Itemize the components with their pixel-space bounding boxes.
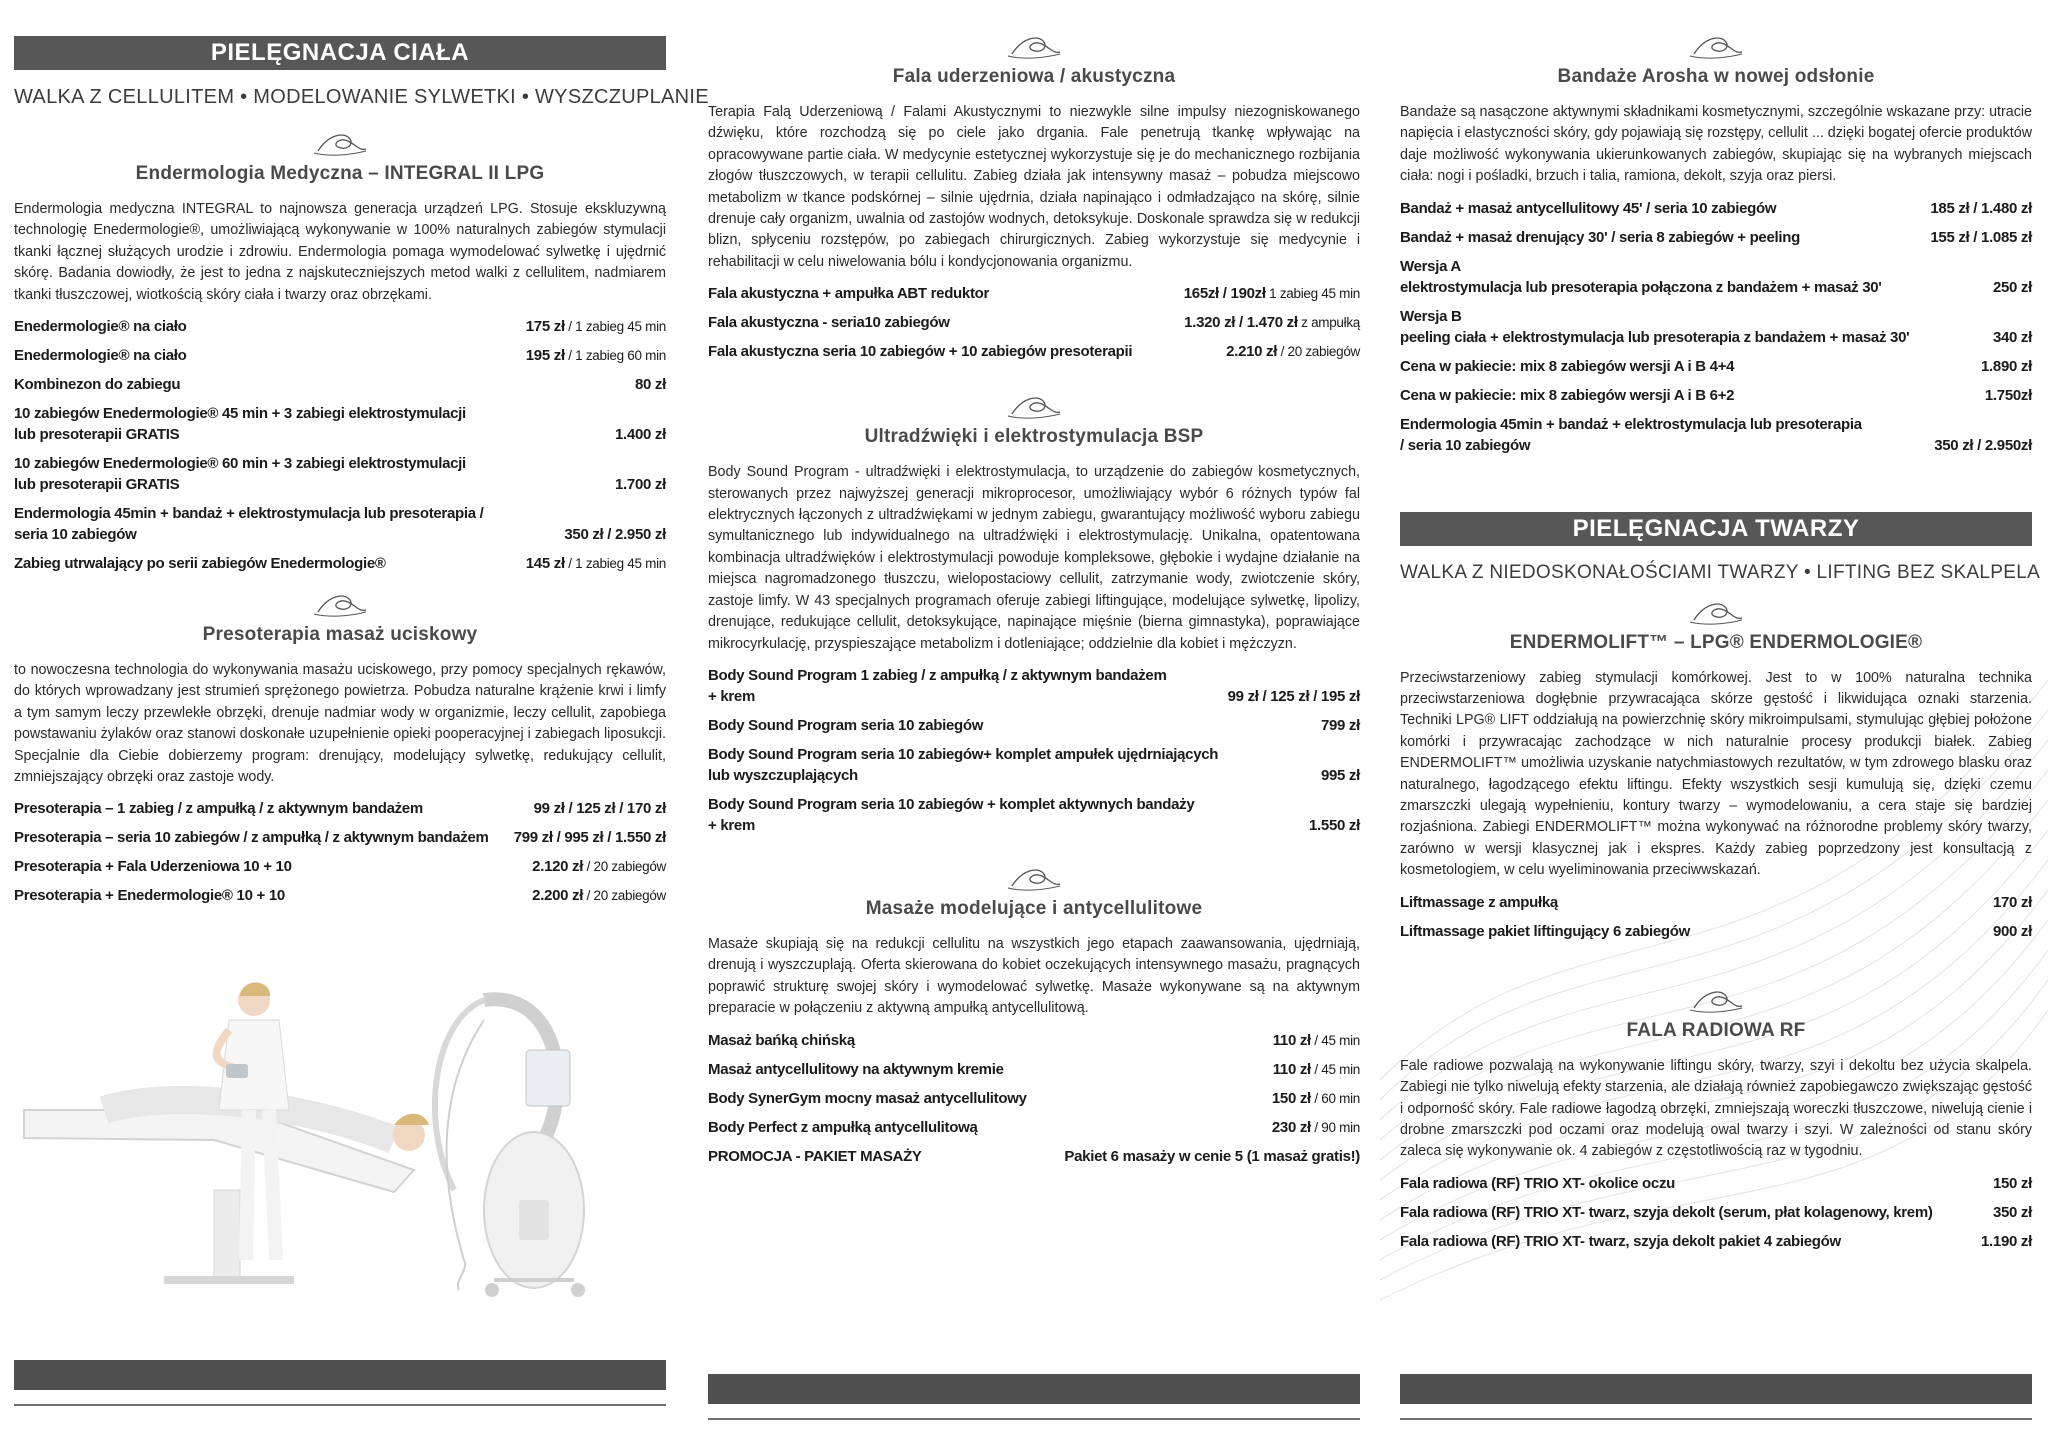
price-amount: 1.190 zł: [1981, 1232, 2032, 1250]
price-item-name: Cena w pakiecie: mix 8 zabiegów wersji A i B 6+2: [1400, 386, 1735, 404]
price-item-name: Cena w pakiecie: mix 8 zabiegów wersji A i B 4+4: [1400, 357, 1735, 375]
price-item-name: Bandaż + masaż drenujący 30' / seria 8 zabiegów + peeling: [1400, 228, 1800, 246]
price-value: [532, 856, 666, 877]
text-ultradzwieki: Body Sound Program - ultradźwięki i elektrostymulacja, to urządzenie do zabiegów kosmetycznych, sterowanych przez najwyższej generacji mikroprocesor, umożliwiający wybór 6 różnych typów fal elektrycznych łączonych z ultradźwiękami w jednym zabiegu, gwarantujący możliwość wyboru zabiegu symultanicznego lub indywidualnego na ultradźwięki i elektrostymulację. Unikalna, opatentowana kombinacja ultradźwięków i elektrostymulacji powoduje kompleksowe, głębokie i wydajne działanie na miejsca nagromadzonego tłuszczu, wielopostaciowy cellulit, zatrzymanie wody, zwiotczenie skóry, zastoje limfy. W 43 specjalnych programach oferuje zabiegi liftingujące, modelujące sylwetkę, lipolizy, drenujące, redukujące cellulit, detoksykujące, napinające mięśnie (bierna gimnastyka), poprawiające mikrocyrkulację, przyspieszające metabolizm i dotleniające; oddzielnie dla kobiet i mężczyzn.: [708, 464, 1360, 652]
price-row: [14, 316, 666, 337]
ornament-swirl-icon: [1686, 986, 1746, 1016]
price-item-name: Body Sound Program seria 10 zabiegów: [708, 716, 984, 734]
price-item-name: Fala akustyczna - seria10 zabiegów: [708, 314, 950, 332]
ornament-swirl-icon: [1004, 864, 1064, 894]
price-row: [1400, 356, 2032, 377]
price-value: [1993, 921, 2032, 942]
price-item-name: Wersja B peeling ciała + elektrostymulacja lub presoterapia z bandażem + masaż 30': [1400, 307, 1910, 346]
text-masaze: Masaże skupiają się na redukcji cellulitu na wszystkich jego etapach zaawansowania, ujędrniają, drenują i wyszczuplają. Oferta skierowana do kobiet oczekujących intensywnego masażu, pragnących poprawić strukturę swojej skóry i wymodelować sylwetkę. Masaże wykonywane są na aktywnym preparacie w połączeniu z aktywną ampułką antycellulitową.: [708, 935, 1360, 1017]
price-item-name: Body Sound Program 1 zabieg / z ampułką / z aktywnym bandażem + krem: [708, 666, 1167, 705]
price-value: [1226, 341, 1360, 362]
price-row: [14, 553, 666, 574]
title-masaze: Masaże modelujące i antycellulitowe: [865, 897, 1203, 919]
price-amount: 185 zł / 1.480 zł: [1930, 199, 2032, 217]
ornament-swirl-icon: [1686, 598, 1746, 628]
section-header-face-care: PIELĘGNACJA TWARZY: [1400, 512, 2032, 546]
price-amount: 350 zł / 2.950 zł: [564, 526, 666, 544]
price-amount: 2.120 zł: [532, 858, 584, 876]
price-row: [14, 798, 666, 819]
price-note: 1 zabieg 45 min: [1265, 286, 1360, 302]
footer-bar: [14, 1360, 666, 1390]
column-body-care: [14, 0, 709, 1448]
price-amount: 80 zł: [634, 376, 666, 394]
price-amount: 195 zł: [525, 347, 565, 365]
treatment-illustration: [14, 960, 666, 1320]
price-list-ultradzwieki: [708, 665, 1360, 836]
price-row: [14, 827, 666, 848]
price-value: [1993, 1202, 2032, 1223]
text-fala-uderzeniowa: Terapia Falą Uderzeniową / Falami Akustycznymi to niezwykle silne impulsy niezogniskowanego dźwięku, które rozchodzą się po ciele jako drgania. Fale penetrują tkankę wpływając na opracowywane partie ciała. W medycynie estetycznej wykorzystuje się je do mechanicznego rozbijania złogów tłuszczowych, w terapii cellulitu. Zabieg działa jak intensywny masaż – pobudza miejscowo metabolizm w tkance podskórnej – silnie ujędrnia, działa napinająco i odmładzająco na skórę, silnie drenuje cały organizm, uwalnia od zastojów wodnych, detoksykuje. Doskonale sprawdza się w redukcji blizn, spłyceniu rozstępów, po zabiegach chirurgicznych. Zabieg wykorzystuje się medycynie i rehabilitacji w celu niwelowania bólu i kondycjonowania organizmu.: [708, 104, 1360, 270]
price-value: [1184, 283, 1360, 304]
price-amount: Pakiet 6 masaży w cenie 5 (1 masaż gratis!): [1064, 1147, 1360, 1165]
price-value: [1321, 715, 1360, 736]
section-header-body-care: PIELĘGNACJA CIAŁA: [14, 36, 666, 70]
price-row: [14, 374, 666, 395]
price-row: [14, 503, 666, 545]
price-row: [1400, 1202, 2032, 1223]
text-endermologia: Endermologia medyczna INTEGRAL to najnowsza generacja urządzeń LPG. Stosuje ekskluzywną technologię Enedermologie®, umożliwiającą wykonywanie w 100% naturalnych zabiegów stymulacji tkanki łącznej służących urodzie i zdrowiu. Endermologia pomaga wymodelować sylwetkę i ujędrnić skórę. Badania dowiodły, że jest to jedna z najskuteczniejszych metod walki z cellulitem, nadmiarem tkanki tłuszczowej, wiotkością skóry ciała i twarzy oraz obrzękami.: [14, 201, 666, 303]
price-value: [1309, 815, 1360, 836]
price-item-name: Body Sound Program seria 10 zabiegów+ komplet ampułek ujędrniających lub wyszczuplających: [708, 745, 1219, 784]
text-presoterapia: to nowoczesna technologia do wykonywania masażu uciskowego, przy pomocy specjalnych rękawów, do których wprowadzany jest strumień sprężonego powietrza. Pobudza naturalne krążenie krwi i limfy a tym samym leczy przewlekłe obrzęki, drenuje nadmiar wody w organizmie, leczy cellulit, zapobiega powstawaniu żylaków oraz stanowi doskonałe uzupełnienie opieki pooperacyjnej i zabiegach liposukcji. Specjalnie dla Ciebie dobierzemy program: drenujący, modelujący sylwetkę, redukujący cellulit, zmniejszający obrzęki oraz zastoje wody.: [14, 662, 666, 786]
price-row: [708, 715, 1360, 736]
price-item-name: Body SynerGym mocny masaż antycellulitowy: [708, 1089, 1027, 1107]
price-row: [708, 1146, 1360, 1167]
price-amount: 350 zł: [1992, 1203, 2032, 1221]
price-item-name: Bandaż + masaż antycellulitowy 45' / seria 10 zabiegów: [1400, 199, 1777, 217]
price-item-name: Liftmassage pakiet liftingujący 6 zabiegów: [1400, 922, 1690, 940]
price-value: [1321, 765, 1360, 786]
price-amount: 799 zł: [1320, 716, 1360, 734]
price-value: [1993, 327, 2032, 348]
price-amount: 110 zł: [1272, 1031, 1311, 1049]
price-list-presoterapia: [14, 798, 666, 906]
ornament-swirl-icon: [1004, 392, 1064, 422]
price-note: / 20 zabiegów: [583, 888, 666, 904]
price-item-name: Fala akustyczna seria 10 zabiegów + 10 zabiegów presoterapii: [708, 343, 1133, 361]
price-list-endermologia: [14, 316, 666, 574]
price-row: [1400, 256, 2032, 298]
price-row: [1400, 921, 2032, 942]
price-row: [708, 283, 1360, 304]
price-amount: 165zł / 190zł: [1183, 285, 1266, 303]
price-amount: 2.200 zł: [532, 887, 584, 905]
price-row: [708, 1059, 1360, 1080]
text-bandaze: Bandaże są nasączone aktywnymi składnikami kosmetycznymi, szczególnie wskazane przy: utracie napięcia i elastyczności skóry, gdy pojawiają się rozstępy, cellulit ... dzięki bogatej ofercie produktów daje możliwość wykonywania ukierunkowanych zabiegów, skupiając się na wybranych miejscach ciała: nogi i pośladki, brzuch i talia, ramiona, dekolt, szyja oraz piersi.: [1400, 104, 2033, 185]
price-row: [14, 885, 666, 906]
price-amount: 995 zł: [1320, 766, 1360, 784]
price-note: / 45 min: [1310, 1032, 1360, 1048]
price-row: [708, 744, 1360, 786]
price-amount: 2.210 zł: [1226, 343, 1278, 361]
price-row: [14, 856, 666, 877]
price-amount: 1.890 zł: [1981, 357, 2032, 375]
price-amount: 1.750zł: [1984, 386, 2032, 404]
ornament-swirl-icon: [310, 129, 370, 159]
price-item-name: Wersja A elektrostymulacja lub presoterapia połączona z bandażem + masaż 30': [1400, 257, 1882, 296]
price-amount: 175 zł: [525, 318, 565, 336]
price-item-name: Endermologia 45min + bandaż + elektrostymulacja lub presoterapia / seria 10 zabiegów: [1400, 415, 1862, 454]
price-item-name: Presoterapia – seria 10 zabiegów / z ampułką / z aktywnym bandażem: [14, 829, 489, 847]
price-value: [1993, 277, 2032, 298]
price-value: [1930, 227, 2032, 248]
title-endermolift: ENDERMOLIFT™ – LPG® ENDERMOLOGIE®: [1509, 631, 1923, 653]
footer-bar: [1400, 1374, 2032, 1404]
price-item-name: Body Perfect z ampułką antycellulitową: [708, 1118, 978, 1136]
price-row: [14, 345, 666, 366]
price-value: [615, 474, 666, 495]
price-item-name: Presoterapia + Fala Uderzeniowa 10 + 10: [14, 858, 292, 876]
price-value: [1934, 435, 2032, 456]
price-value: [1228, 686, 1360, 707]
price-value: [526, 553, 666, 574]
price-note: / 1 zabieg 45 min: [564, 556, 666, 572]
price-value: [1981, 1231, 2032, 1252]
ornament-swirl-icon: [1686, 32, 1746, 62]
price-item-name: Masaż bańką chińską: [708, 1031, 855, 1049]
price-amount: 900 zł: [1992, 922, 2032, 940]
price-list-masaze: [708, 1030, 1360, 1167]
price-amount: 145 zł: [525, 555, 565, 573]
price-row: [14, 403, 666, 445]
footer-bar: [708, 1374, 1360, 1404]
price-amount: 1.320 zł / 1.470 zł: [1184, 314, 1298, 332]
column-face-care: [1400, 0, 2041, 1448]
price-item-name: Fala radiowa (RF) TRIO XT- twarz, szyja dekolt (serum, płat kolagenowy, krem): [1400, 1203, 1933, 1221]
price-value: [1993, 892, 2032, 913]
title-endermologia: Endermologia Medyczna – INTEGRAL II LPG: [135, 163, 545, 184]
price-list-bandaze: [1400, 198, 2032, 456]
price-item-name: Presoterapia + Enedermologie® 10 + 10: [14, 887, 285, 905]
title-fala-radiowa: FALA RADIOWA RF: [1626, 1019, 1806, 1041]
price-amount: 1.700 zł: [615, 476, 666, 494]
ornament-swirl-icon: [310, 590, 370, 620]
price-value: [534, 798, 666, 819]
price-item-name: PROMOCJA - PAKIET MASAŻY: [708, 1147, 922, 1165]
price-amount: 250 zł: [1992, 278, 2032, 296]
price-value: [1273, 1030, 1360, 1051]
ornament-swirl-icon: [1004, 32, 1064, 62]
price-row: [1400, 1173, 2032, 1194]
price-item-name: Fala radiowa (RF) TRIO XT- okolice oczu: [1400, 1174, 1676, 1192]
price-row: [708, 665, 1360, 707]
price-value: [1993, 1173, 2032, 1194]
title-ultradzwieki: Ultradźwięki i elektrostymulacja BSP: [864, 426, 1204, 448]
price-note: / 1 zabieg 45 min: [564, 319, 666, 335]
price-value: [526, 316, 666, 337]
price-item-name: Zabieg utrwalający po serii zabiegów Enedermologie®: [14, 555, 386, 573]
price-item-name: Presoterapia – 1 zabieg / z ampułką / z aktywnym bandażem: [14, 800, 423, 818]
price-note: / 20 zabiegów: [583, 859, 666, 875]
title-bandaze: Bandaże Arosha w nowej odsłonie: [1557, 66, 1875, 87]
price-value: [526, 345, 666, 366]
price-value: [1272, 1117, 1360, 1138]
column-body-treatments: [708, 0, 1360, 1448]
price-amount: 155 zł / 1.085 zł: [1930, 228, 2032, 246]
text-fala-radiowa: Fale radiowe pozwalają na wykonywanie liftingu skóry, twarzy, szyi i dekoltu bez użycia skalpela. Zabiegi nie tylko niwelują efekty starzenia, ale działają również zapobiegawczo zwiększając gęstość i odporność skóry. Fale radiowe łagodzą obrzęki, zmniejszają woreczki tłuszczowe, niwelują cienie i drobne zmarszczki pod oczami oraz modelują owal twarzy i szyi. W zależności od stanu skóry zaleca się wykonywanie ok. 4 zabiegów z częstotliwością raz w tygodniu.: [1400, 1057, 2032, 1160]
price-amount: 1.400 zł: [615, 426, 666, 444]
price-row: [1400, 1231, 2032, 1252]
footer-line: [14, 1404, 666, 1406]
price-row: [1400, 198, 2032, 219]
device-screen: [526, 1050, 570, 1106]
price-value: [1985, 385, 2032, 406]
footer-line: [1400, 1418, 2032, 1420]
section-subtitle-face-care: WALKA Z NIEDOSKONAŁOŚCIAMI TWARZY • LIFTING BEZ SKALPELA: [1400, 561, 2041, 583]
footer-line: [708, 1418, 1360, 1420]
price-item-name: Body Sound Program seria 10 zabiegów + komplet aktywnych bandaży + krem: [708, 795, 1195, 834]
price-item-name: 10 zabiegów Enedermologie® 45 min + 3 zabiegi elektrostymulacji lub presoterapii GRATIS: [14, 405, 466, 444]
title-presoterapia: Presoterapia masaż uciskowy: [202, 624, 478, 646]
price-note: / 90 min: [1310, 1119, 1360, 1135]
price-row: [708, 794, 1360, 836]
price-row: [1400, 414, 2032, 456]
price-row: [708, 1088, 1360, 1109]
price-row: [1400, 227, 2032, 248]
price-item-name: Endermologia 45min + bandaż + elektrostymulacja lub presoterapia / seria 10 zabiegów: [14, 505, 484, 544]
text-endermolift: Przeciwstarzeniowy zabieg stymulacji komórkowej. Jest to w 100% naturalna technika przeciwstarzeniowa dogłębnie przywracająca skórze gęstość i likwidująca oznaki starzenia. Techniki LPG® LIFT oddziałują na powierzchnię skóry mikroimpulsami, stymulując głębiej położone komórki i przywracając zachodzące w nich naturalnie procesy produkcji białek. Zabieg ENDERMOLIFT™ umożliwia uzyskanie natychmiastowych rezultatów, w tym zdrowego blasku oraz naturalnego, łagodzącego efektu liftingu. Efekty wszystkich sesji kumulują się, dzięki czemu zmarszczki ulegają wypełnieniu, kontury twarzy – wymodelowaniu, a cera staje się bardziej rozjaśniona. Zabiegi ENDERMOLIFT™ można wykonywać na różnorodne problemy skóry twarzy, zarówno w wersji klasycznej jak i ekspres. Każdy zabieg poprzedzony jest konsultacją z kosmetologiem, w celu wyeliminowania przeciwwskazań.: [1400, 669, 2032, 879]
price-item-name: Fala akustyczna + ampułka ABT reduktor: [708, 285, 990, 303]
price-row: [1400, 385, 2032, 406]
price-value: [514, 827, 666, 848]
price-note: / 45 min: [1310, 1061, 1360, 1077]
price-amount: 150 zł: [1271, 1089, 1311, 1107]
price-note: z ampułką: [1297, 315, 1360, 331]
price-value: [1273, 1059, 1360, 1080]
price-row: [1400, 892, 2032, 913]
price-value: [1272, 1088, 1360, 1109]
price-row: [708, 1030, 1360, 1051]
price-amount: 340 zł: [1992, 328, 2032, 346]
price-amount: 350 zł / 2.950zł: [1934, 436, 2032, 454]
price-row: [14, 453, 666, 495]
price-item-name: Enedermologie® na ciało: [14, 347, 187, 365]
title-fala-uderzeniowa: Fala uderzeniowa / akustyczna: [892, 66, 1176, 87]
price-value: [1184, 312, 1360, 333]
price-row: [1400, 306, 2032, 348]
price-item-name: Masaż antycellulitowy na aktywnym kremie: [708, 1060, 1004, 1078]
price-value: [564, 524, 666, 545]
price-amount: 110 zł: [1272, 1060, 1311, 1078]
price-value: [635, 374, 666, 395]
price-list-fala-uderzeniowa: [708, 283, 1360, 362]
price-item-name: Fala radiowa (RF) TRIO XT- twarz, szyja dekolt pakiet 4 zabiegów: [1400, 1232, 1841, 1250]
price-amount: 1.550 zł: [1309, 816, 1360, 834]
price-row: [708, 341, 1360, 362]
price-item-name: 10 zabiegów Enedermologie® 60 min + 3 zabiegi elektrostymulacji lub presoterapii GRATIS: [14, 455, 466, 494]
price-item-name: Liftmassage z ampułką: [1400, 893, 1558, 911]
price-list-fala-radiowa: [1400, 1173, 2032, 1252]
price-item-name: Kombinezon do zabiegu: [14, 376, 181, 394]
price-item-name: Enedermologie® na ciało: [14, 318, 187, 336]
price-row: [708, 312, 1360, 333]
price-note: / 1 zabieg 60 min: [564, 348, 666, 364]
price-value: [1981, 356, 2032, 377]
price-value: [532, 885, 666, 906]
price-value: [1930, 198, 2032, 219]
price-amount: 170 zł: [1992, 893, 2032, 911]
price-amount: 99 zł / 125 zł / 195 zł: [1227, 687, 1360, 705]
price-amount: 150 zł: [1992, 1174, 2032, 1192]
section-subtitle-body-care: WALKA Z CELLULITEM • MODELOWANIE SYLWETKI • WYSZCZUPLANIE: [14, 86, 709, 108]
price-amount: 799 zł / 995 zł / 1.550 zł: [513, 829, 666, 847]
price-value: [615, 424, 666, 445]
price-amount: 99 zł / 125 zł / 170 zł: [533, 800, 666, 818]
price-note: / 20 zabiegów: [1277, 344, 1360, 360]
price-list-endermolift: [1400, 892, 2032, 942]
price-value: [1064, 1146, 1360, 1167]
price-row: [708, 1117, 1360, 1138]
price-note: / 60 min: [1310, 1090, 1360, 1106]
price-amount: 230 zł: [1271, 1118, 1311, 1136]
